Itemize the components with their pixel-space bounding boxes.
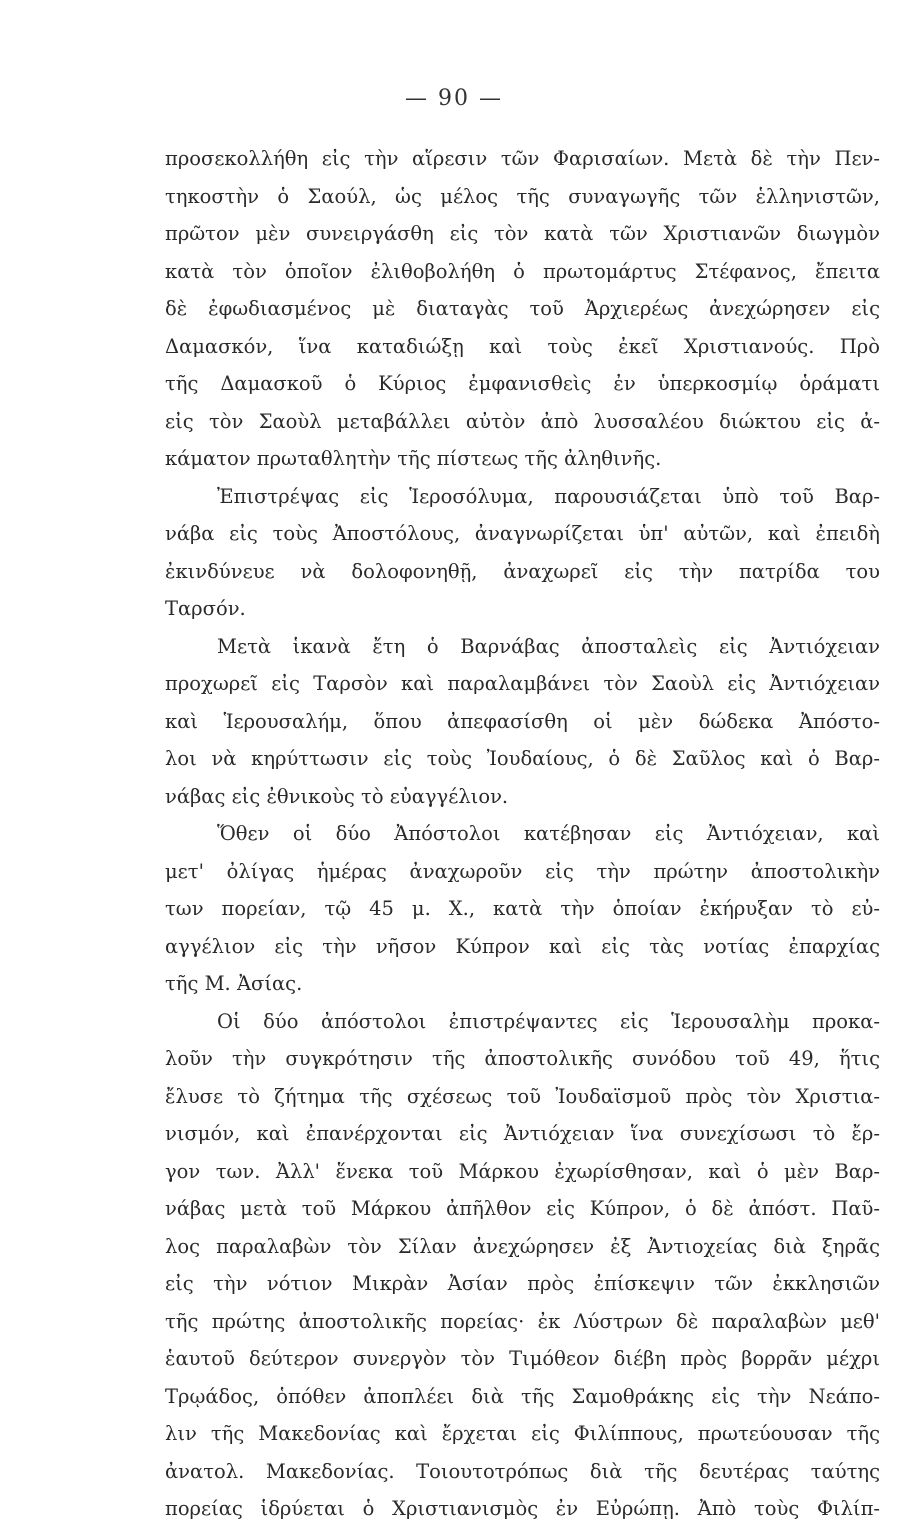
text-line: νάβας μετὰ τοῦ Μάρκου ἀπῆλθον εἰς Κύπρον, ὁ δὲ ἀπόστ. Παῦ- <box>165 1197 880 1220</box>
text-line: εἰς τὴν νότιον Μικρὰν Ἀσίαν πρὸς ἐπίσκεψιν τῶν ἐκκλησιῶν <box>165 1272 880 1295</box>
text-line: τῆς πρώτης ἀποστολικῆς πορείας· ἐκ Λύστρων δὲ παραλαβὼν μεθ' <box>165 1309 880 1333</box>
text-line: τῆς Δαμασκοῦ ὁ Κύριος ἐμφανισθεὶς ἐν ὑπερκοσμίῳ ὁράματι <box>165 372 880 395</box>
text-line: Ὅθεν οἱ δύο Ἀπόστολοι κατέβησαν εἰς Ἀντιόχειαν, καὶ <box>217 822 880 845</box>
text-line: νάβας εἰς ἐθνικοὺς τὸ εὐαγγέλιον. <box>165 784 509 808</box>
text-line: πρῶτον μὲν συνειργάσθη εἰς τὸν κατὰ τῶν Χριστιανῶν διωγμὸν <box>165 222 880 245</box>
text-line: λιν τῆς Μακεδονίας καὶ ἔρχεται εἰς Φιλίππους, πρωτεύουσαν τῆς <box>165 1422 880 1445</box>
body-text <box>165 140 880 1528</box>
text-line: ἀνατολ. Μακεδονίας. Τοιουτοτρόπως διὰ τῆς δευτέρας ταύτης <box>165 1459 880 1483</box>
text-line: Ταρσόν. <box>165 597 246 620</box>
text-line: Ἐπιστρέψας εἰς Ἱεροσόλυμα, παρουσιάζεται ὑπὸ τοῦ Βαρ- <box>217 484 880 508</box>
text-line: λοῦν τὴν συγκρότησιν τῆς ἀποστολικῆς συνόδου τοῦ 49, ἥτις <box>165 1047 880 1070</box>
text-line: των πορείαν, τῷ 45 μ. Χ., κατὰ τὴν ὁποίαν ἐκήρυξαν τὸ εὐ- <box>165 897 880 920</box>
text-line: γον των. Ἀλλ' ἕνεκα τοῦ Μάρκου ἐχωρίσθησαν, καὶ ὁ μὲν Βαρ- <box>165 1159 880 1183</box>
text-line: προχωρεῖ εἰς Ταρσὸν καὶ παραλαμβάνει τὸν Σαοὺλ εἰς Ἀντιόχειαν <box>165 672 880 695</box>
text-line: μετ' ὀλίγας ἡμέρας ἀναχωροῦν εἰς τὴν πρώτην ἀποστολικὴν <box>165 859 880 883</box>
text-line: ἐκινδύνευε νὰ δολοφονηθῇ, ἀναχωρεῖ εἰς τὴν πατρίδα του <box>165 559 880 583</box>
text-line: Τρῳάδος, ὁπόθεν ἀποπλέει διὰ τῆς Σαμοθράκης εἰς τὴν Νεάπο- <box>165 1384 880 1408</box>
text-line: νισμόν, καὶ ἐπανέρχονται εἰς Ἀντιόχειαν ἵνα συνεχίσωσι τὸ ἔρ- <box>165 1122 880 1145</box>
text-line: Μετὰ ἱκανὰ ἔτη ὁ Βαρνάβας ἀποσταλεὶς εἰς Ἀντιόχειαν <box>217 634 880 658</box>
text-line: κάματον πρωταθλητὴν τῆς πίστεως τῆς ἀληθινῆς. <box>165 447 662 470</box>
text-line: λος παραλαβὼν τὸν Σίλαν ἀνεχώρησεν ἐξ Ἀντιοχείας διὰ ξηρᾶς <box>165 1234 880 1258</box>
text-line: λοι νὰ κηρύττωσιν εἰς τοὺς Ἰουδαίους, ὁ δὲ Σαῦλος καὶ ὁ Βαρ- <box>165 747 880 770</box>
text-line: ἔλυσε τὸ ζήτημα τῆς σχέσεως τοῦ Ἰουδαϊσμοῦ πρὸς τὸν Χριστια- <box>165 1084 880 1108</box>
text-line: Δαμασκόν, ἵνα καταδιώξῃ καὶ τοὺς ἐκεῖ Χριστιανούς. Πρὸ <box>165 334 880 358</box>
page-number: — 90 — <box>405 86 503 111</box>
text-line: αγγέλιον εἰς τὴν νῆσον Κύπρον καὶ εἰς τὰς νοτίας ἐπαρχίας <box>165 934 880 958</box>
text-line: εἰς τὸν Σαοὺλ μεταβάλλει αὐτὸν ἀπὸ λυσσαλέου διώκτου εἰς ἀ- <box>165 409 880 433</box>
text-line: νάβα εἰς τοὺς Ἀποστόλους, ἀναγνωρίζεται ὑπ' αὐτῶν, καὶ ἐπειδὴ <box>165 522 880 545</box>
text-line: καὶ Ἱερουσαλήμ, ὅπου ἀπεφασίσθη οἱ μὲν δώδεκα Ἀπόστο- <box>165 709 880 733</box>
text-line: πορείας ἱδρύεται ὁ Χριστιανισμὸς ἐν Εὐρώπῃ. Ἀπὸ τοὺς Φιλίπ- <box>165 1497 880 1520</box>
text-line: δὲ ἐφωδιασμένος μὲ διαταγὰς τοῦ Ἀρχιερέως ἀνεχώρησεν εἰς <box>165 297 880 320</box>
text-line: κατὰ τὸν ὁποῖον ἐλιθοβολήθη ὁ πρωτομάρτυς Στέφανος, ἔπειτα <box>165 259 880 283</box>
text-line: Οἱ δύο ἀπόστολοι ἐπιστρέψαντες εἰς Ἱερουσαλὴμ προκα- <box>217 1009 880 1033</box>
text-line: τῆς Μ. Ἀσίας. <box>165 972 303 995</box>
text-line: προσεκολλήθη εἰς τὴν αἵρεσιν τῶν Φαρισαίων. Μετὰ δὲ τὴν Πεν- <box>165 147 880 170</box>
text-line: ἑαυτοῦ δεύτερον συνεργὸν τὸν Τιμόθεον διέβη πρὸς βορρᾶν μέχρι <box>165 1347 880 1370</box>
text-line: τηκοστὴν ὁ Σαούλ, ὡς μέλος τῆς συναγωγῆς τῶν ἑλληνιστῶν, <box>165 184 880 208</box>
